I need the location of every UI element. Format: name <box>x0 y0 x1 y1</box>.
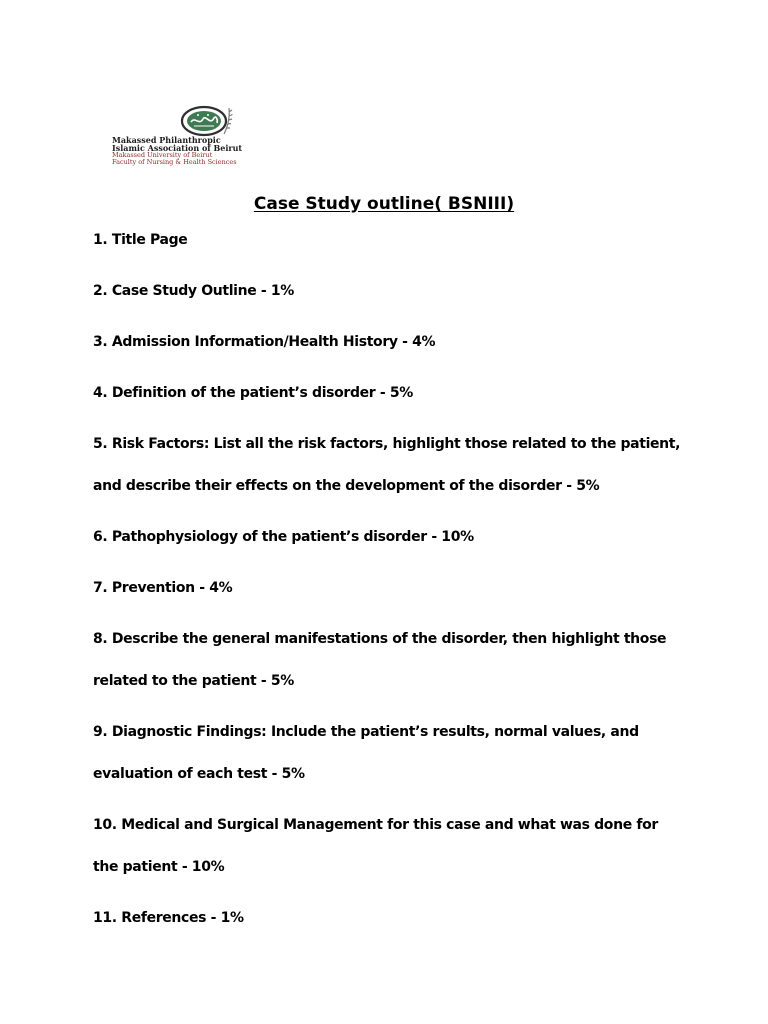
outline-item <box>93 383 693 404</box>
outline-item <box>93 722 693 785</box>
outline-list <box>93 230 693 929</box>
outline-item-text: 6. Pathophysiology of the patient’s disorder - 10% <box>93 529 474 545</box>
outline-item-text: 1. Title Page <box>93 232 188 248</box>
outline-item <box>93 815 693 878</box>
logo-line-faculty: Faculty of Nursing & Health Sciences <box>112 158 237 166</box>
outline-item <box>93 629 693 692</box>
document-title: Case Study outline( BSNIII) <box>253 194 515 214</box>
outline-item <box>93 434 693 497</box>
outline-item-text-continued: the patient - 10% <box>93 859 225 875</box>
logo-line-university: Makassed University of Beirut <box>112 151 213 159</box>
outline-item-text: 9. Diagnostic Findings: Include the patient’s results, normal values, and <box>93 724 639 740</box>
institution-logo <box>112 104 312 168</box>
logo-line-association-location: Islamic Association of Beirut <box>112 143 243 153</box>
outline-item <box>93 230 693 251</box>
logo-text <box>112 136 312 166</box>
outline-item-text: 2. Case Study Outline - 1% <box>93 283 294 299</box>
outline-item-text: 5. Risk Factors: List all the risk factors, highlight those related to the patient, <box>93 436 681 452</box>
outline-item <box>93 527 693 548</box>
outline-item-text: 3. Admission Information/Health History - 4% <box>93 334 436 350</box>
outline-item <box>93 281 693 302</box>
outline-item <box>93 332 693 353</box>
outline-item-text: 10. Medical and Surgical Management for this case and what was done for <box>93 817 658 833</box>
outline-item-text: 7. Prevention - 4% <box>93 580 233 596</box>
outline-item <box>93 578 693 599</box>
outline-item-text-continued: evaluation of each test - 5% <box>93 766 305 782</box>
outline-item-text: 11. References - 1% <box>93 910 244 926</box>
outline-item-text: 4. Definition of the patient’s disorder - 5% <box>93 385 413 401</box>
outline-item-text-continued: related to the patient - 5% <box>93 673 294 689</box>
makassed-emblem-icon <box>174 104 238 138</box>
logo-line-association: Makassed Philanthropic <box>112 135 221 145</box>
outline-item-text: 8. Describe the general manifestations of the disorder, then highlight those <box>93 631 667 647</box>
outline-item <box>93 908 693 929</box>
outline-item-text-continued: and describe their effects on the development of the disorder - 5% <box>93 478 600 494</box>
